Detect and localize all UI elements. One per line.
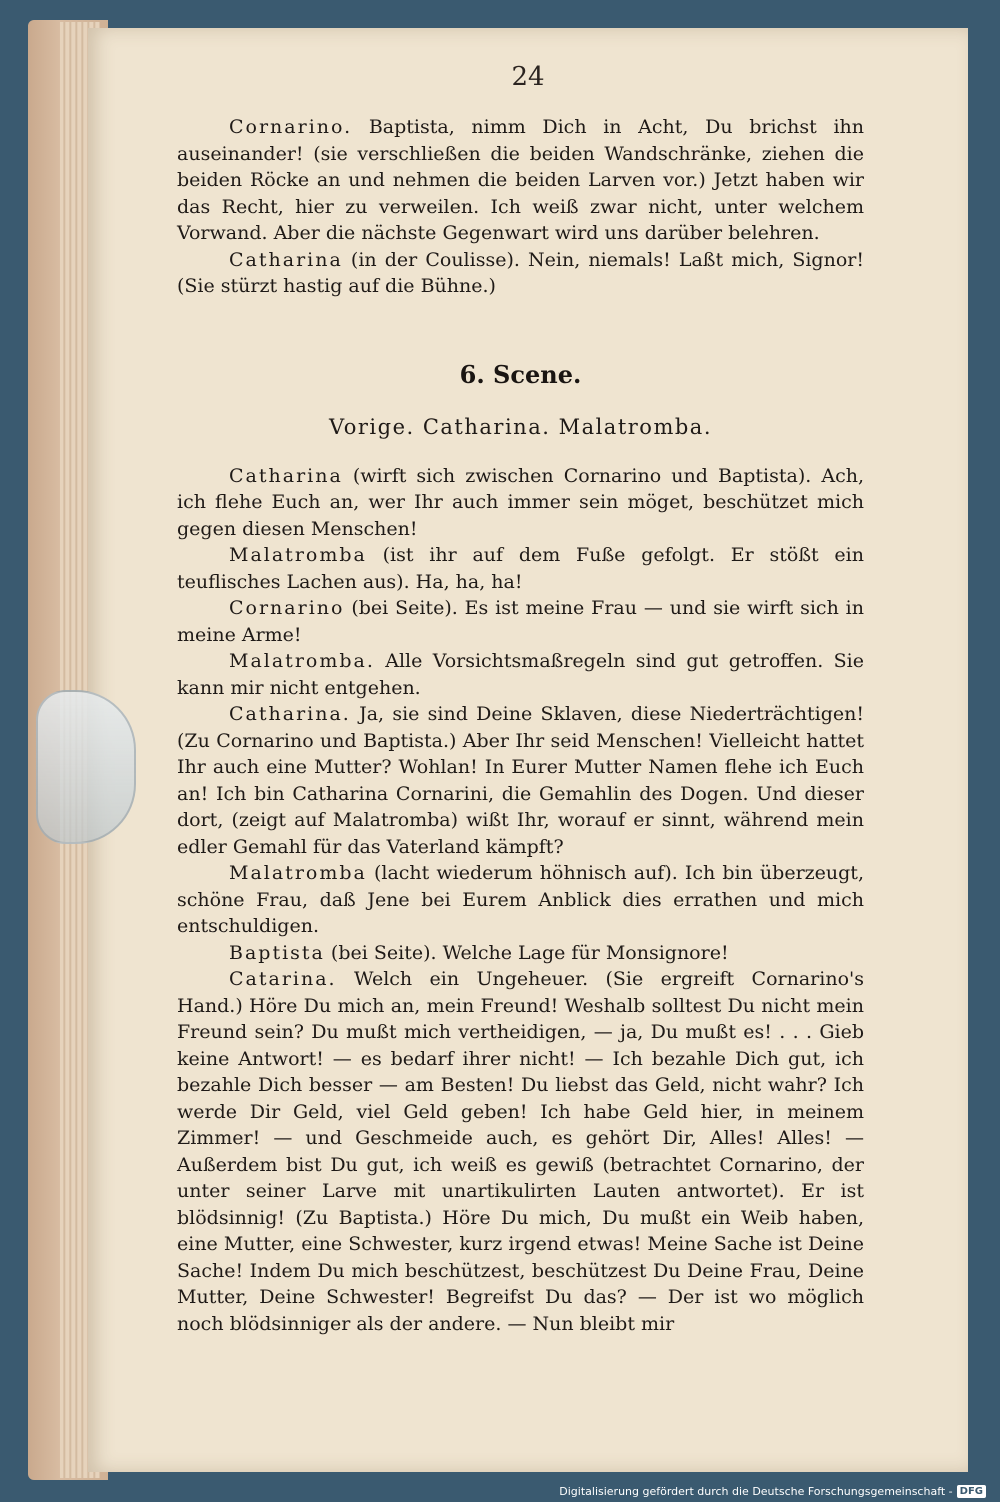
speaker-name: Cornarino <box>229 597 345 619</box>
scene-heading: 6. Scene. <box>459 359 582 389</box>
paragraph-text: Alle Vorsichtsmaßregeln sind gut getroffen. Sie kann mir nicht entgehen. <box>177 650 864 699</box>
page-content <box>177 114 864 1337</box>
footer <box>559 1485 986 1498</box>
speaker-name: Catarina. <box>229 968 337 990</box>
speaker-name: Baptista <box>229 941 325 964</box>
paragraph-text: Ja, sie sind Deine Sklaven, diese Niederträchtigen! (Zu Cornarino und Baptista.) Aber Ihr seid Menschen! Vielleicht hattet Ihr auch eine Mutter? Wohlan! In Eurer Mutter Namen flehe ich Euch an! Ich bin Catharina Cornarini, die Gemahlin des Dogen. Und dieser dort, (zeigt auf Malatromba) wißt Ihr, worauf er sinnt, während mein edler Gemahl für das Vaterland kämpft? <box>177 703 864 858</box>
paragraph-text: (bei Seite). Welche Lage für Monsignore! <box>324 941 729 964</box>
speaker-name: Catharina <box>229 248 343 271</box>
paragraph-text: Welch ein Ungeheuer. (Sie ergreift Cornarino's Hand.) Höre Du mich an, mein Freund! Weshalb solltest Du nicht mein Freund sein? Du mußt mich vertheidigen, — ja, Du mußt es! . . . Gieb keine Antwort! — es bedarf ihrer nicht! — Ich bezahle Dich gut, ich bezahle Dich besser — am Besten! Du liebst das Geld, nicht wahr? Ich werde Dir Geld, viel Geld geben! Ich habe Geld hier, in meinem Zimmer! — und Geschmeide auch, es gehört Dir, Alles! Alles! — Außerdem bist Du gut, ich weiß es gewiß (betrachtet Cornarino, der unter seiner Larve mit unartikulirten Lauten antwortet). Er ist blödsinnig! (Zu Baptista.) Höre Du mich, Du mußt ein Weib haben, eine Mutter, eine Schwester, kurz irgend etwas! Meine Sache ist Deine Sache! Indem Du mich beschützest, beschützest Du Deine Frau, Deine Mutter, Deine Schwester! Begreifst Du das? — Der ist wo möglich noch blödsinniger als der andere. — Nun bleibt mir <box>177 968 864 1335</box>
footer-text: Digitalisierung gefördert durch die Deutsche Forschungsgemeinschaft - <box>559 1485 953 1498</box>
paragraph-text: (lacht wiederum höhnisch auf). Ich bin überzeugt, schöne Frau, daß Jene bei Eurem Anblick dies errathen und mich entschuldigen. <box>177 862 864 937</box>
speaker-name: Malatromba. <box>229 650 375 672</box>
speaker-name: Catharina <box>229 464 343 487</box>
paragraph <box>177 648 864 701</box>
paragraph <box>177 463 864 543</box>
speaker-name: Catharina. <box>229 703 351 725</box>
dfg-logo: DFG <box>957 1485 986 1498</box>
speaker-name: Malatromba <box>229 862 367 884</box>
paragraph <box>177 542 864 595</box>
paragraph-text: (bei Seite). Es ist meine Frau — und sie wirft sich in meine Arme! <box>177 597 864 646</box>
paragraph <box>177 966 864 1337</box>
paragraph-text: (wirft sich zwischen Cornarino und Baptista). Ach, ich flehe Euch an, wer Ihr auch immer sein möget, beschützet mich gegen diesen Menschen! <box>177 464 864 540</box>
page-number: 24 <box>511 62 545 92</box>
paragraph <box>177 114 864 247</box>
paragraph <box>177 247 864 300</box>
speaker-name: Cornarino. <box>229 116 353 138</box>
paragraph <box>177 595 864 648</box>
page-clip <box>36 690 136 844</box>
book-page <box>88 28 968 1472</box>
paragraph <box>177 940 864 967</box>
paragraph <box>177 860 864 940</box>
paragraph-text: Baptista, nimm Dich in Acht, Du brichst ihn auseinander! (sie verschließen die beiden Wandschränke, ziehen die beiden Röcke an und nehmen die beiden Larven vor.) Jetzt haben wir das Recht, hier zu verweilen. Ich weiß zwar nicht, unter welchem Vorwand. Aber die nächste Gegenwart wird uns darüber belehren. <box>177 116 864 244</box>
scene-persons: Vorige. Catharina. Malatromba. <box>328 415 712 439</box>
paragraph-text: (in der Coulisse). Nein, niemals! Laßt mich, Signor! (Sie stürzt hastig auf die Bühne.) <box>177 248 864 297</box>
speaker-name: Malatromba <box>229 544 367 566</box>
paragraph-text: (ist ihr auf dem Fuße gefolgt. Er stößt ein teuflisches Lachen aus). Ha, ha, ha! <box>177 544 864 593</box>
paragraph <box>177 701 864 860</box>
